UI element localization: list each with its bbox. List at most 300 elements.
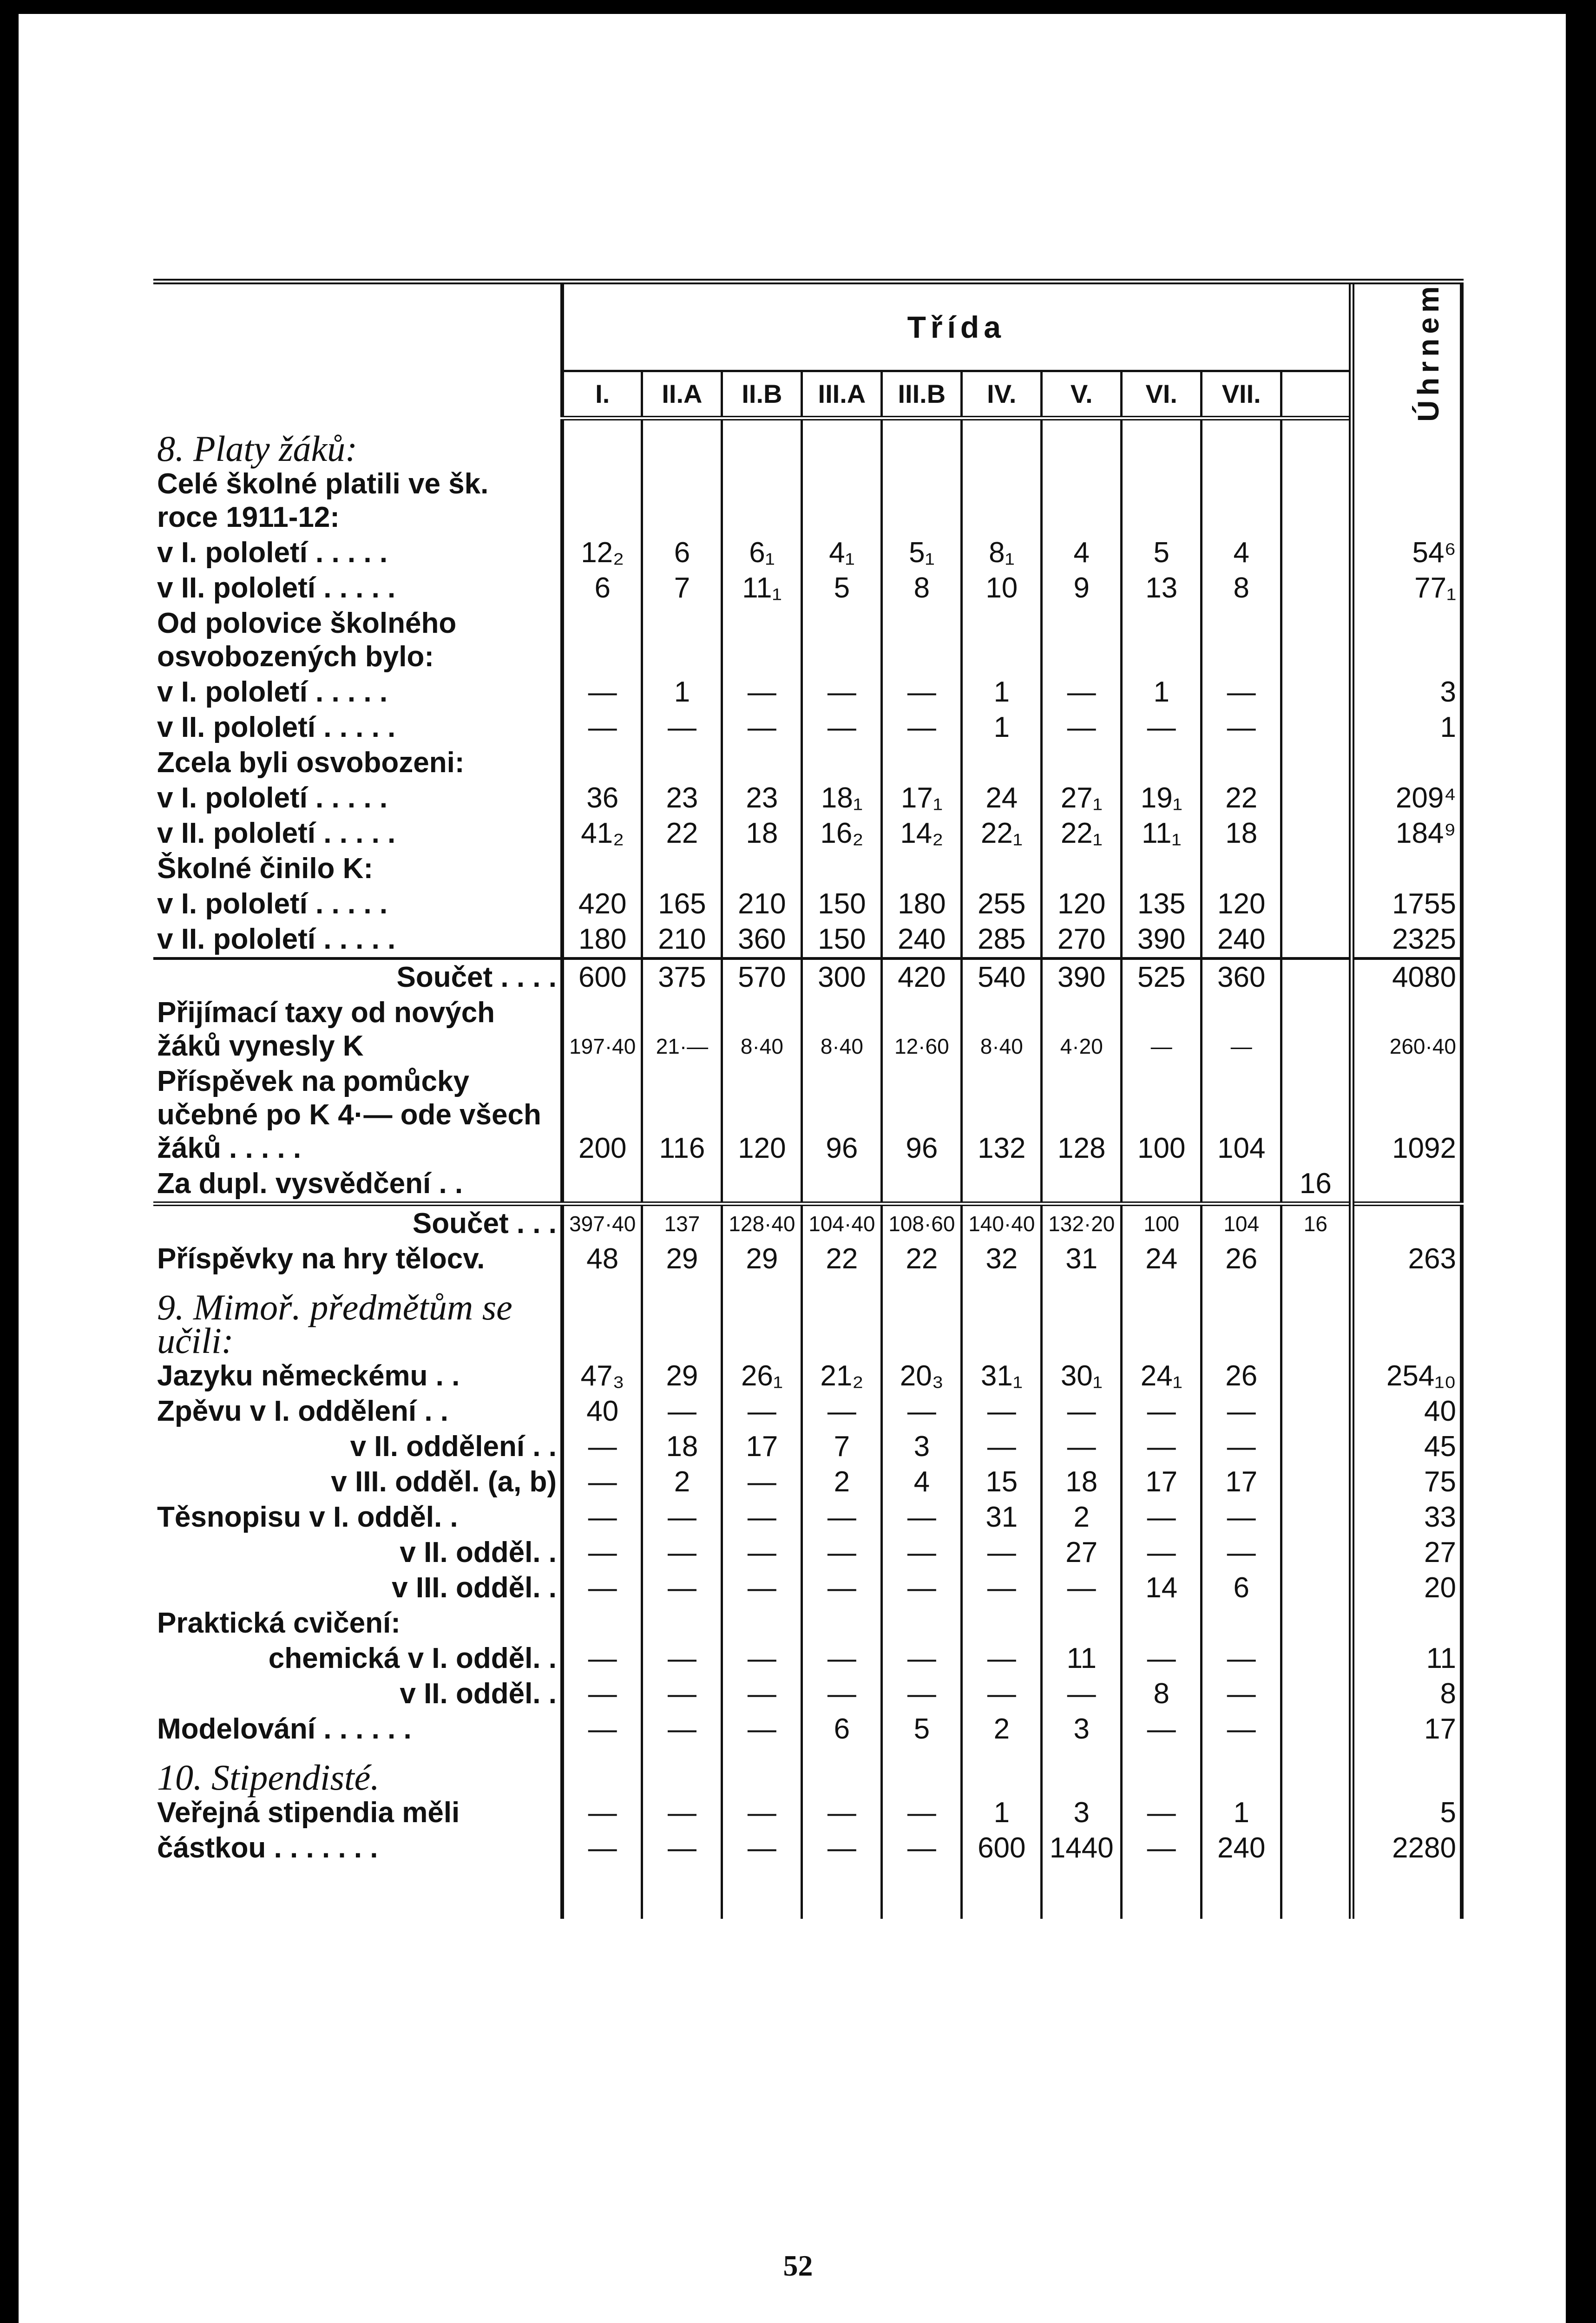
class-value-cell: 29 <box>642 1241 722 1277</box>
class-value-cell: 128 <box>1042 1064 1122 1166</box>
class-value-cell: — <box>722 1570 802 1606</box>
class-value-cell: 7 <box>642 571 722 606</box>
extra-value-cell <box>1281 1358 1352 1394</box>
table-row <box>153 1394 1462 1429</box>
class-value-cell: 11₁ <box>1122 816 1202 851</box>
class-value-cell: — <box>882 1570 962 1606</box>
class-value-cell <box>1042 466 1122 535</box>
class-value-cell: 2 <box>1042 1500 1122 1535</box>
class-value-cell <box>722 1747 802 1795</box>
class-value-cell <box>1202 1866 1281 1919</box>
class-value-cell: 4 <box>1202 535 1281 571</box>
class-value-cell: 23 <box>722 781 802 816</box>
class-value-cell: — <box>642 1641 722 1676</box>
class-value-cell <box>1122 466 1202 535</box>
class-value-cell: — <box>1202 675 1281 710</box>
row-label: Za dupl. vysvědčení . . <box>153 1166 562 1204</box>
class-value-cell <box>882 745 962 781</box>
class-value-cell: 525 <box>1122 958 1202 995</box>
extra-value-cell <box>1281 1606 1352 1641</box>
extra-value-cell <box>1281 1747 1352 1795</box>
class-value-cell: 22₁ <box>1042 816 1122 851</box>
class-value-cell <box>1042 606 1122 675</box>
extra-value-cell <box>1281 710 1352 745</box>
class-header: VI. <box>1122 371 1202 419</box>
class-value-cell: 390 <box>1042 958 1122 995</box>
class-value-cell: — <box>642 1394 722 1429</box>
row-label: Příspěvek na pomůcky učebné po K 4·— ode všech žáků . . . . . <box>153 1064 562 1166</box>
row-label: v I. pololetí . . . . . <box>153 535 562 571</box>
class-value-cell: 13 <box>1122 571 1202 606</box>
class-value-cell: 420 <box>882 958 962 995</box>
class-value-cell: — <box>802 1676 882 1712</box>
class-value-cell <box>722 1277 802 1358</box>
class-value-cell <box>802 466 882 535</box>
class-header: II.A <box>642 371 722 419</box>
table-row <box>153 1831 1462 1866</box>
total-value-cell <box>1352 606 1462 675</box>
class-value-cell: 21₂ <box>802 1358 882 1394</box>
extra-value-cell: 16 <box>1281 1204 1352 1241</box>
class-value-cell: — <box>722 1464 802 1500</box>
class-value-cell: 375 <box>642 958 722 995</box>
class-value-cell <box>642 418 722 466</box>
total-value-cell: 40 <box>1352 1394 1462 1429</box>
class-value-cell: 128·40 <box>722 1204 802 1241</box>
class-value-cell: 14₂ <box>882 816 962 851</box>
total-value-cell <box>1352 1606 1462 1641</box>
row-label: Školné činilo K: <box>153 851 562 886</box>
class-value-cell: 104·40 <box>802 1204 882 1241</box>
class-value-cell <box>802 606 882 675</box>
table-row <box>153 1866 1462 1919</box>
row-label <box>153 1641 562 1676</box>
class-value-cell <box>1122 745 1202 781</box>
class-value-cell: — <box>722 1831 802 1866</box>
total-value-cell <box>1352 466 1462 535</box>
row-label: v II. pololetí . . . . . <box>153 816 562 851</box>
total-value-cell: 17 <box>1352 1712 1462 1747</box>
class-value-cell: 27₁ <box>1042 781 1122 816</box>
class-value-cell: 104 <box>1202 1064 1281 1166</box>
class-header: I. <box>562 371 642 419</box>
class-value-cell: 104 <box>1202 1204 1281 1241</box>
class-value-cell: 6 <box>1202 1570 1281 1606</box>
class-value-cell: 7 <box>802 1429 882 1464</box>
table-row <box>153 995 1462 1064</box>
class-value-cell: 5 <box>802 571 882 606</box>
class-value-cell: — <box>1122 1712 1202 1747</box>
table-row <box>153 958 1462 995</box>
extra-value-cell <box>1281 886 1352 922</box>
class-value-cell <box>722 606 802 675</box>
table-row <box>153 1570 1462 1606</box>
class-value-cell <box>1042 1866 1122 1919</box>
class-value-cell: 8 <box>882 571 962 606</box>
class-value-cell <box>882 1277 962 1358</box>
class-value-cell: 4 <box>882 1464 962 1500</box>
class-value-cell: — <box>1122 1500 1202 1535</box>
class-value-cell: — <box>1202 1535 1281 1570</box>
class-value-cell: 8·40 <box>722 995 802 1064</box>
table-row <box>153 710 1462 745</box>
class-header: III.B <box>882 371 962 419</box>
class-value-cell: 31 <box>1042 1241 1122 1277</box>
class-value-cell <box>962 1606 1042 1641</box>
table-row <box>153 1429 1462 1464</box>
class-value-cell <box>562 1866 642 1919</box>
class-value-cell: — <box>642 1795 722 1831</box>
class-value-cell <box>642 745 722 781</box>
class-value-cell: — <box>1202 1394 1281 1429</box>
total-value-cell: 184⁹ <box>1352 816 1462 851</box>
class-value-cell: 210 <box>642 922 722 958</box>
table-row <box>153 1500 1462 1535</box>
class-value-cell <box>962 1866 1042 1919</box>
class-value-cell <box>722 1866 802 1919</box>
extra-value-cell <box>1281 1241 1352 1277</box>
table-row <box>153 1535 1462 1570</box>
class-value-cell: 255 <box>962 886 1042 922</box>
extra-value-cell <box>1281 1570 1352 1606</box>
class-value-cell: — <box>882 1535 962 1570</box>
statistics-table <box>153 279 1464 1919</box>
class-value-cell: 240 <box>1202 922 1281 958</box>
class-value-cell: 22 <box>1202 781 1281 816</box>
class-value-cell: 137 <box>642 1204 722 1241</box>
class-value-cell: — <box>1202 1712 1281 1747</box>
class-value-cell: 31₁ <box>962 1358 1042 1394</box>
total-value-cell: 2325 <box>1352 922 1462 958</box>
class-value-cell: 3 <box>882 1429 962 1464</box>
total-value-cell: 45 <box>1352 1429 1462 1464</box>
class-value-cell <box>882 851 962 886</box>
row-label-text: Součet . . . . <box>396 961 557 993</box>
row-label-text: v III. odděl. . <box>392 1572 557 1604</box>
class-value-cell <box>642 1277 722 1358</box>
class-value-cell <box>562 1277 642 1358</box>
class-value-cell: 300 <box>802 958 882 995</box>
extra-value-cell <box>1281 1429 1352 1464</box>
class-value-cell <box>802 1866 882 1919</box>
class-value-cell <box>962 466 1042 535</box>
class-value-cell <box>1122 1277 1202 1358</box>
class-value-cell <box>722 745 802 781</box>
row-label: Modelování . . . . . . <box>153 1712 562 1747</box>
class-value-cell: 96 <box>802 1064 882 1166</box>
class-value-cell: 6 <box>562 571 642 606</box>
extra-value-cell <box>1281 675 1352 710</box>
class-value-cell: — <box>722 1500 802 1535</box>
table-row <box>153 606 1462 675</box>
total-value-cell: 27 <box>1352 1535 1462 1570</box>
class-value-cell: 120 <box>722 1064 802 1166</box>
class-value-cell: 10 <box>962 571 1042 606</box>
extra-value-cell <box>1281 418 1352 466</box>
class-value-cell: 165 <box>642 886 722 922</box>
class-value-cell: 4 <box>1042 535 1122 571</box>
class-value-cell <box>642 851 722 886</box>
class-value-cell: 6 <box>642 535 722 571</box>
extra-value-cell <box>1281 1676 1352 1712</box>
class-value-cell <box>962 1277 1042 1358</box>
total-value-cell <box>1352 745 1462 781</box>
class-value-cell: — <box>962 1394 1042 1429</box>
total-value-cell <box>1352 1277 1462 1358</box>
page-number: 52 <box>783 2249 813 2282</box>
extra-value-cell <box>1281 1064 1352 1166</box>
class-value-cell: 420 <box>562 886 642 922</box>
class-value-cell: — <box>722 710 802 745</box>
class-value-cell <box>1042 851 1122 886</box>
row-label <box>153 1676 562 1712</box>
class-value-cell <box>1122 1606 1202 1641</box>
class-value-cell: — <box>562 1464 642 1500</box>
class-value-cell <box>802 851 882 886</box>
class-value-cell: — <box>802 1500 882 1535</box>
class-value-cell: — <box>642 1535 722 1570</box>
extra-value-cell <box>1281 466 1352 535</box>
total-value-cell <box>1352 1747 1462 1795</box>
total-value-cell: 263 <box>1352 1241 1462 1277</box>
class-value-cell: 197·40 <box>562 995 642 1064</box>
class-value-cell: — <box>882 675 962 710</box>
table-row <box>153 1747 1462 1795</box>
total-value-cell: 1092 <box>1352 1064 1462 1166</box>
class-value-cell <box>1202 745 1281 781</box>
row-label: Zcela byli osvobozeni: <box>153 745 562 781</box>
class-value-cell: 5₁ <box>882 535 962 571</box>
table-row <box>153 781 1462 816</box>
total-value-cell <box>1352 1204 1462 1241</box>
total-value-cell: 260·40 <box>1352 995 1462 1064</box>
section-heading: 10. Stipendisté. <box>153 1747 562 1795</box>
class-value-cell <box>962 1747 1042 1795</box>
class-value-cell: 36 <box>562 781 642 816</box>
class-value-cell: 3 <box>1042 1712 1122 1747</box>
class-value-cell: 48 <box>562 1241 642 1277</box>
class-value-cell: 24 <box>962 781 1042 816</box>
class-value-cell: 180 <box>882 886 962 922</box>
row-label: Celé školné platili ve šk. roce 1911-12: <box>153 466 562 535</box>
class-value-cell: — <box>722 1641 802 1676</box>
total-value-cell: 11 <box>1352 1641 1462 1676</box>
class-value-cell: 120 <box>1202 886 1281 922</box>
class-value-cell: 27 <box>1042 1535 1122 1570</box>
extra-value-cell <box>1281 1394 1352 1429</box>
class-value-cell: — <box>562 1570 642 1606</box>
row-label <box>153 1535 562 1570</box>
class-value-cell <box>562 606 642 675</box>
class-value-cell: — <box>562 1641 642 1676</box>
class-value-cell <box>562 466 642 535</box>
class-value-cell: — <box>1122 710 1202 745</box>
class-value-cell <box>962 745 1042 781</box>
class-value-cell <box>802 418 882 466</box>
class-value-cell: — <box>802 675 882 710</box>
class-value-cell: — <box>882 1676 962 1712</box>
class-value-cell: 19₁ <box>1122 781 1202 816</box>
class-value-cell: 18₁ <box>802 781 882 816</box>
class-value-cell: 570 <box>722 958 802 995</box>
total-value-cell: 1755 <box>1352 886 1462 922</box>
class-value-cell: 1 <box>642 675 722 710</box>
class-header: IV. <box>962 371 1042 419</box>
table-row <box>153 851 1462 886</box>
row-label <box>153 958 562 995</box>
class-value-cell <box>722 1606 802 1641</box>
class-value-cell: 17 <box>1202 1464 1281 1500</box>
class-value-cell: — <box>722 1535 802 1570</box>
class-value-cell <box>642 1747 722 1795</box>
class-value-cell: 6 <box>802 1712 882 1747</box>
row-label: Od polovice školného osvobozených bylo: <box>153 606 562 675</box>
table-row <box>153 1166 1462 1204</box>
row-label <box>153 1866 562 1919</box>
class-value-cell: 23 <box>642 781 722 816</box>
class-value-cell: 8 <box>1122 1676 1202 1712</box>
extra-value-cell <box>1281 571 1352 606</box>
class-value-cell <box>1202 851 1281 886</box>
class-value-cell: 180 <box>562 922 642 958</box>
row-label: v I. pololetí . . . . . <box>153 675 562 710</box>
class-value-cell: 8·40 <box>802 995 882 1064</box>
class-value-cell <box>962 851 1042 886</box>
class-value-cell: — <box>562 1831 642 1866</box>
row-label <box>153 1464 562 1500</box>
table-row <box>153 1795 1462 1831</box>
row-label-text: v II. odděl. . <box>400 1536 557 1568</box>
class-value-cell <box>562 851 642 886</box>
class-value-cell: 24₁ <box>1122 1358 1202 1394</box>
class-value-cell: — <box>562 1535 642 1570</box>
class-value-cell: 1 <box>962 710 1042 745</box>
class-value-cell: 1 <box>1122 675 1202 710</box>
class-value-cell <box>1122 606 1202 675</box>
row-label: Zpěvu v I. oddělení . . <box>153 1394 562 1429</box>
class-value-cell <box>1202 466 1281 535</box>
extra-value-cell <box>1281 1464 1352 1500</box>
table-body <box>153 418 1462 1919</box>
class-value-cell: 132·20 <box>1042 1204 1122 1241</box>
class-value-cell: 108·60 <box>882 1204 962 1241</box>
class-value-cell <box>1042 418 1122 466</box>
row-label-text: Součet . . . <box>412 1207 557 1240</box>
total-value-cell <box>1352 1166 1462 1204</box>
class-value-cell: 22 <box>882 1241 962 1277</box>
class-value-cell: 150 <box>802 922 882 958</box>
class-value-cell: — <box>642 1500 722 1535</box>
class-value-cell <box>882 1606 962 1641</box>
class-value-cell: — <box>642 1676 722 1712</box>
class-value-cell: — <box>1042 1676 1122 1712</box>
class-value-cell: — <box>882 1500 962 1535</box>
class-value-cell: 285 <box>962 922 1042 958</box>
class-value-cell: 240 <box>1202 1831 1281 1866</box>
class-value-cell: — <box>562 1712 642 1747</box>
class-value-cell: 3 <box>1042 1795 1122 1831</box>
class-value-cell <box>882 1166 962 1204</box>
class-value-cell: — <box>802 1641 882 1676</box>
class-value-cell: 96 <box>882 1064 962 1166</box>
row-label-text: chemická v I. odděl. . <box>268 1642 557 1674</box>
extra-column-header <box>1281 371 1352 419</box>
class-value-cell: 390 <box>1122 922 1202 958</box>
class-value-cell: 5 <box>882 1712 962 1747</box>
class-header: II.B <box>722 371 802 419</box>
table-row <box>153 816 1462 851</box>
row-label: v II. pololetí . . . . . <box>153 922 562 958</box>
class-value-cell: — <box>882 710 962 745</box>
class-value-cell: 2 <box>642 1464 722 1500</box>
total-value-cell: 1 <box>1352 710 1462 745</box>
class-value-cell: 600 <box>562 958 642 995</box>
class-value-cell: 270 <box>1042 922 1122 958</box>
row-label: v I. pololetí . . . . . <box>153 886 562 922</box>
section-heading: 9. Mimoř. předmětům se učili: <box>153 1277 562 1358</box>
extra-value-cell: 16 <box>1281 1166 1352 1204</box>
class-value-cell: — <box>1202 710 1281 745</box>
class-value-cell: 540 <box>962 958 1042 995</box>
extra-value-cell <box>1281 958 1352 995</box>
group-header: Třída <box>562 282 1352 371</box>
class-value-cell <box>1042 1277 1122 1358</box>
class-value-cell: 2 <box>962 1712 1042 1747</box>
class-value-cell: — <box>962 1641 1042 1676</box>
class-value-cell: 12·60 <box>882 995 962 1064</box>
class-value-cell: 18 <box>1202 816 1281 851</box>
class-value-cell: 40 <box>562 1394 642 1429</box>
table-row <box>153 418 1462 466</box>
row-label <box>153 1429 562 1464</box>
class-value-cell: — <box>1042 710 1122 745</box>
extra-value-cell <box>1281 1641 1352 1676</box>
class-header: VII. <box>1202 371 1281 419</box>
class-value-cell <box>1202 1166 1281 1204</box>
class-value-cell: — <box>962 1676 1042 1712</box>
extra-value-cell <box>1281 606 1352 675</box>
table-row <box>153 535 1462 571</box>
extra-value-cell <box>1281 745 1352 781</box>
class-value-cell: — <box>562 1429 642 1464</box>
extra-value-cell <box>1281 995 1352 1064</box>
class-value-cell: 20₃ <box>882 1358 962 1394</box>
table-row <box>153 745 1462 781</box>
class-value-cell: — <box>882 1641 962 1676</box>
class-value-cell <box>802 1747 882 1795</box>
class-value-cell: — <box>722 1795 802 1831</box>
total-header-label: Úhrnem <box>1411 281 1445 422</box>
class-value-cell <box>642 606 722 675</box>
class-value-cell: — <box>642 1712 722 1747</box>
class-value-cell <box>882 606 962 675</box>
class-value-cell: 1440 <box>1042 1831 1122 1866</box>
class-value-cell: — <box>642 1570 722 1606</box>
extra-value-cell <box>1281 851 1352 886</box>
extra-value-cell <box>1281 1866 1352 1919</box>
class-value-cell: 200 <box>562 1064 642 1166</box>
class-value-cell <box>562 745 642 781</box>
class-value-cell: 15 <box>962 1464 1042 1500</box>
class-value-cell: 132 <box>962 1064 1042 1166</box>
class-header: III.A <box>802 371 882 419</box>
class-value-cell: 18 <box>1042 1464 1122 1500</box>
class-value-cell: — <box>962 1535 1042 1570</box>
table-row <box>153 922 1462 958</box>
class-value-cell: — <box>722 1394 802 1429</box>
row-label: Praktická cvičení: <box>153 1606 562 1641</box>
class-value-cell: 30₁ <box>1042 1358 1122 1394</box>
